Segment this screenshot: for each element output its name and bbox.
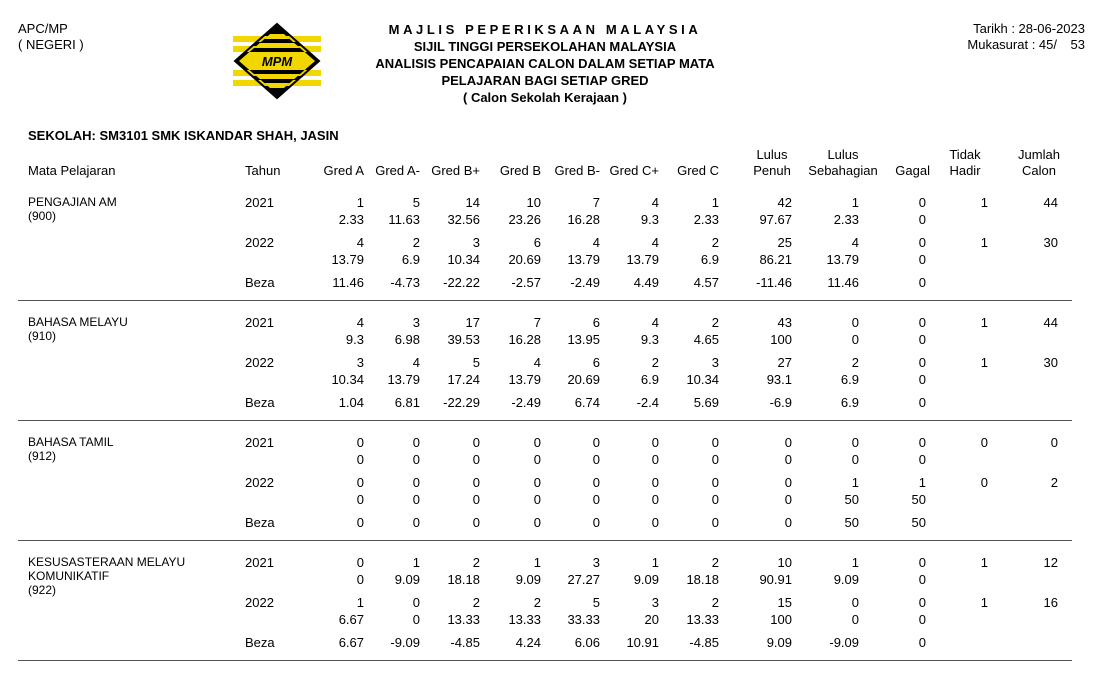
count-cell: 0: [356, 435, 364, 450]
count-cell: 4: [533, 355, 541, 370]
jumlah-calon-cell: 30: [1043, 235, 1058, 250]
mpm-logo: [233, 22, 321, 100]
jumlah-calon-cell: 0: [1050, 435, 1058, 450]
subject-name: (910): [28, 329, 57, 343]
count-cell: 10: [777, 555, 792, 570]
beza-label: Beza: [245, 515, 275, 530]
jumlah-calon-cell: 2: [1050, 475, 1058, 490]
beza-label: Beza: [245, 395, 275, 410]
beza-cell: 0: [711, 515, 719, 530]
tidak-hadir-cell: 1: [980, 315, 988, 330]
count-cell: 0: [412, 435, 420, 450]
count-cell: 0: [711, 475, 719, 490]
percent-cell: 0: [784, 492, 792, 507]
beza-cell: -9.09: [390, 635, 420, 650]
percent-cell: 10.34: [686, 372, 719, 387]
beza-cell: 0: [918, 275, 926, 290]
beza-cell: 10.91: [626, 635, 659, 650]
percent-cell: 0: [651, 492, 659, 507]
tidak-hadir-cell: 1: [980, 595, 988, 610]
school-name: SEKOLAH: SM3101 SMK ISKANDAR SHAH, JASIN: [28, 128, 339, 143]
count-cell: 0: [784, 435, 792, 450]
count-cell: 27: [777, 355, 792, 370]
col-jumlah-calon-line2: Calon: [1022, 163, 1056, 178]
count-cell: 10: [526, 195, 541, 210]
percent-cell: 97.67: [759, 212, 792, 227]
tidak-hadir-cell: 0: [980, 435, 988, 450]
percent-cell: 13.79: [387, 372, 420, 387]
percent-cell: 50: [844, 492, 859, 507]
percent-cell: 9.09: [394, 572, 420, 587]
year-label: 2021: [245, 435, 274, 450]
count-cell: 0: [472, 435, 480, 450]
report-title: [320, 21, 770, 106]
percent-cell: 6.9: [700, 252, 719, 267]
col-tidak-hadir-line1: Tidak: [949, 147, 981, 162]
tidak-hadir-cell: 1: [980, 355, 988, 370]
count-cell: 0: [651, 435, 659, 450]
percent-cell: 33.33: [567, 612, 600, 627]
percent-cell: 0: [918, 452, 926, 467]
count-cell: 3: [592, 555, 600, 570]
percent-cell: 0: [851, 332, 859, 347]
count-cell: 14: [465, 195, 480, 210]
percent-cell: 0: [412, 612, 420, 627]
count-cell: 1: [533, 555, 541, 570]
percent-cell: 9.3: [640, 212, 659, 227]
count-cell: 25: [777, 235, 792, 250]
percent-cell: 10.34: [331, 372, 364, 387]
percent-cell: 0: [412, 452, 420, 467]
col-grade: Gred C+: [609, 163, 659, 178]
col-grade: Gred A: [323, 163, 364, 178]
beza-cell: 0: [592, 515, 600, 530]
percent-cell: 11.63: [388, 212, 420, 227]
count-cell: 3: [711, 355, 719, 370]
beza-cell: 9.09: [766, 635, 792, 650]
count-cell: 4: [356, 235, 364, 250]
percent-cell: 20.69: [508, 252, 541, 267]
count-cell: 2: [533, 595, 541, 610]
beza-cell: -4.73: [390, 275, 420, 290]
date-value: 28-06-2023: [1018, 21, 1085, 36]
count-cell: 0: [784, 475, 792, 490]
count-cell: 1: [356, 595, 364, 610]
count-cell: 2: [711, 315, 719, 330]
col-grade: Gred C: [677, 163, 719, 178]
percent-cell: 0: [356, 492, 364, 507]
beza-cell: 0: [651, 515, 659, 530]
col-lulus-sebahagian-line2: Sebahagian: [808, 163, 878, 178]
count-cell: 2: [651, 355, 659, 370]
count-cell: 5: [472, 355, 480, 370]
percent-cell: 23.26: [508, 212, 541, 227]
count-cell: 4: [651, 315, 659, 330]
percent-cell: 13.79: [331, 252, 364, 267]
jumlah-calon-cell: 16: [1043, 595, 1058, 610]
beza-cell: -22.29: [443, 395, 480, 410]
count-cell: 1: [356, 195, 364, 210]
count-cell: 0: [356, 475, 364, 490]
count-cell: 2: [711, 595, 719, 610]
percent-cell: 10.34: [447, 252, 480, 267]
percent-cell: 9.3: [345, 332, 364, 347]
percent-cell: 20: [644, 612, 659, 627]
beza-cell: -2.57: [511, 275, 541, 290]
count-cell: 7: [592, 195, 600, 210]
count-cell: 1: [851, 475, 859, 490]
percent-cell: 13.79: [508, 372, 541, 387]
percent-cell: 0: [356, 452, 364, 467]
subject-name: (922): [28, 583, 57, 597]
percent-cell: 0: [918, 372, 926, 387]
percent-cell: 0: [918, 572, 926, 587]
count-cell: 0: [592, 435, 600, 450]
jumlah-calon-cell: 44: [1043, 195, 1058, 210]
count-cell: 2: [412, 235, 420, 250]
beza-cell: 0: [356, 515, 364, 530]
count-cell: 2: [472, 595, 480, 610]
count-cell: 7: [533, 315, 541, 330]
beza-cell: 6.74: [574, 395, 600, 410]
date-label: Tarikh :: [973, 21, 1015, 36]
year-label: 2022: [245, 235, 274, 250]
count-cell: 42: [777, 195, 792, 210]
percent-cell: 0: [784, 452, 792, 467]
jumlah-calon-cell: 44: [1043, 315, 1058, 330]
beza-cell: -9.09: [829, 635, 859, 650]
percent-cell: 4.65: [693, 332, 719, 347]
percent-cell: 0: [918, 212, 926, 227]
count-cell: 4: [851, 235, 859, 250]
year-label: 2022: [245, 355, 274, 370]
count-cell: 4: [356, 315, 364, 330]
beza-cell: 6.9: [840, 395, 859, 410]
col-tidak-hadir-line2: Hadir: [949, 163, 981, 178]
count-cell: 0: [918, 315, 926, 330]
percent-cell: 13.79: [567, 252, 600, 267]
count-cell: 15: [777, 595, 792, 610]
count-cell: 0: [711, 435, 719, 450]
header-right: [900, 21, 1085, 53]
col-grade: Gred B-: [554, 163, 600, 178]
beza-cell: 4.57: [693, 275, 719, 290]
col-lulus-penuh-line1: Lulus: [756, 147, 788, 162]
percent-cell: 6.9: [640, 372, 659, 387]
year-label: 2021: [245, 555, 274, 570]
beza-cell: -2.4: [636, 395, 659, 410]
beza-cell: 6.06: [574, 635, 600, 650]
percent-cell: 50: [911, 492, 926, 507]
count-cell: 4: [651, 195, 659, 210]
percent-cell: 18.18: [686, 572, 719, 587]
count-cell: 43: [777, 315, 792, 330]
logo-text: MPM: [261, 54, 293, 69]
count-cell: 1: [412, 555, 420, 570]
beza-cell: 0: [918, 395, 926, 410]
percent-cell: 2.33: [833, 212, 859, 227]
section-divider: [18, 540, 1072, 541]
section-divider: [18, 420, 1072, 421]
percent-cell: 32.56: [447, 212, 480, 227]
count-cell: 2: [711, 235, 719, 250]
percent-cell: 0: [851, 612, 859, 627]
percent-cell: 86.21: [759, 252, 792, 267]
percent-cell: 2.33: [693, 212, 719, 227]
section-divider: [18, 300, 1072, 301]
count-cell: 5: [412, 195, 420, 210]
count-cell: 6: [592, 355, 600, 370]
year-label: 2021: [245, 315, 274, 330]
count-cell: 0: [651, 475, 659, 490]
beza-cell: 1.04: [338, 395, 364, 410]
percent-cell: 9.3: [640, 332, 659, 347]
title-line-2: SIJIL TINGGI PERSEKOLAHAN MALAYSIA: [413, 39, 677, 54]
percent-cell: 0: [533, 492, 541, 507]
count-cell: 0: [918, 195, 926, 210]
percent-cell: 9.09: [633, 572, 659, 587]
beza-label: Beza: [245, 635, 275, 650]
percent-cell: 93.1: [766, 372, 792, 387]
count-cell: 1: [918, 475, 926, 490]
year-label: 2022: [245, 595, 274, 610]
col-jumlah-calon-line1: Jumlah: [1018, 147, 1060, 162]
percent-cell: 16.28: [508, 332, 541, 347]
percent-cell: 0: [356, 572, 364, 587]
beza-cell: 50: [911, 515, 926, 530]
title-line-1: MAJLIS PEPERIKSAAN MALAYSIA: [388, 22, 702, 37]
count-cell: 0: [918, 235, 926, 250]
count-cell: 0: [851, 595, 859, 610]
percent-cell: 0: [711, 492, 719, 507]
percent-cell: 13.79: [626, 252, 659, 267]
beza-cell: -22.22: [443, 275, 480, 290]
count-cell: 3: [356, 355, 364, 370]
percent-cell: 0: [851, 452, 859, 467]
count-cell: 0: [918, 555, 926, 570]
page-value: 53: [1070, 37, 1085, 52]
count-cell: 2: [851, 355, 859, 370]
col-gagal: Gagal: [895, 163, 930, 178]
count-cell: 0: [412, 475, 420, 490]
count-cell: 0: [472, 475, 480, 490]
count-cell: 4: [651, 235, 659, 250]
percent-cell: 13.33: [447, 612, 480, 627]
percent-cell: 0: [592, 452, 600, 467]
percent-cell: 6.9: [401, 252, 420, 267]
tidak-hadir-cell: 1: [980, 555, 988, 570]
percent-cell: 2.33: [338, 212, 364, 227]
percent-cell: 16.28: [567, 212, 600, 227]
count-cell: 0: [918, 355, 926, 370]
col-year: Tahun: [245, 163, 281, 178]
percent-cell: 0: [918, 612, 926, 627]
beza-cell: 0: [412, 515, 420, 530]
percent-cell: 0: [472, 492, 480, 507]
percent-cell: 13.95: [567, 332, 600, 347]
jumlah-calon-cell: 30: [1043, 355, 1058, 370]
col-lulus-sebahagian-line1: Lulus: [827, 147, 859, 162]
percent-cell: 0: [651, 452, 659, 467]
tidak-hadir-cell: 1: [980, 195, 988, 210]
report-scope: ( NEGERI ): [18, 37, 84, 52]
count-cell: 1: [711, 195, 719, 210]
col-grade: Gred A-: [375, 163, 420, 178]
col-grade: Gred B: [499, 163, 541, 178]
count-cell: 0: [356, 555, 364, 570]
count-cell: 0: [918, 595, 926, 610]
count-cell: 6: [533, 235, 541, 250]
beza-cell: -2.49: [511, 395, 541, 410]
col-grade: Gred B+: [431, 163, 480, 178]
count-cell: 6: [592, 315, 600, 330]
beza-cell: 11.46: [827, 275, 859, 290]
count-cell: 17: [465, 315, 480, 330]
report-code: APC/MP: [18, 21, 68, 36]
subject-name: (900): [28, 209, 57, 223]
count-cell: 0: [533, 475, 541, 490]
count-cell: 3: [651, 595, 659, 610]
percent-cell: 0: [711, 452, 719, 467]
percent-cell: 13.79: [826, 252, 859, 267]
percent-cell: 6.98: [394, 332, 420, 347]
section-divider: [18, 660, 1072, 661]
percent-cell: 17.24: [447, 372, 480, 387]
col-lulus-penuh-line2: Penuh: [753, 163, 791, 178]
beza-cell: -4.85: [450, 635, 480, 650]
beza-cell: 0: [533, 515, 541, 530]
count-cell: 0: [533, 435, 541, 450]
beza-cell: 4.24: [515, 635, 541, 650]
beza-cell: 0: [918, 635, 926, 650]
header-left: [18, 21, 84, 53]
count-cell: 2: [472, 555, 480, 570]
percent-cell: 9.09: [833, 572, 859, 587]
count-cell: 2: [711, 555, 719, 570]
percent-cell: 90.91: [759, 572, 792, 587]
beza-cell: 50: [844, 515, 859, 530]
count-cell: 0: [412, 595, 420, 610]
beza-cell: 0: [784, 515, 792, 530]
subject-name: BAHASA TAMIL: [28, 435, 114, 449]
count-cell: 0: [592, 475, 600, 490]
percent-cell: 27.27: [567, 572, 600, 587]
tidak-hadir-cell: 0: [980, 475, 988, 490]
beza-cell: 6.81: [394, 395, 420, 410]
beza-cell: -4.85: [689, 635, 719, 650]
beza-cell: -6.9: [769, 395, 792, 410]
tidak-hadir-cell: 1: [980, 235, 988, 250]
col-subject: Mata Pelajaran: [28, 163, 116, 178]
beza-cell: 5.69: [693, 395, 719, 410]
subject-name: (912): [28, 449, 57, 463]
percent-cell: 0: [918, 252, 926, 267]
beza-cell: -2.49: [570, 275, 600, 290]
percent-cell: 6.9: [840, 372, 859, 387]
title-line-5: ( Calon Sekolah Kerajaan ): [463, 90, 627, 105]
percent-cell: 0: [472, 452, 480, 467]
percent-cell: 13.33: [686, 612, 719, 627]
beza-cell: 0: [472, 515, 480, 530]
count-cell: 3: [472, 235, 480, 250]
subject-name: PENGAJIAN AM: [28, 195, 117, 209]
beza-cell: 4.49: [633, 275, 659, 290]
count-cell: 0: [851, 315, 859, 330]
subject-name: KESUSASTERAAN MELAYU: [28, 555, 186, 569]
percent-cell: 100: [770, 612, 792, 627]
percent-cell: 6.67: [338, 612, 364, 627]
percent-cell: 18.18: [447, 572, 480, 587]
beza-label: Beza: [245, 275, 275, 290]
jumlah-calon-cell: 12: [1043, 555, 1058, 570]
count-cell: 4: [412, 355, 420, 370]
subject-name: BAHASA MELAYU: [28, 315, 128, 329]
beza-cell: 6.67: [338, 635, 364, 650]
beza-cell: -11.46: [756, 275, 792, 290]
percent-cell: 0: [918, 332, 926, 347]
page-label: Mukasurat : 45/: [967, 37, 1057, 52]
percent-cell: 0: [412, 492, 420, 507]
percent-cell: 0: [533, 452, 541, 467]
year-label: 2022: [245, 475, 274, 490]
count-cell: 3: [412, 315, 420, 330]
title-line-4: PELAJARAN BAGI SETIAP GRED: [441, 73, 649, 88]
percent-cell: 20.69: [567, 372, 600, 387]
subject-name: KOMUNIKATIF: [28, 569, 110, 583]
percent-cell: 9.09: [515, 572, 541, 587]
beza-cell: 11.46: [332, 275, 364, 290]
count-cell: 1: [851, 555, 859, 570]
year-label: 2021: [245, 195, 274, 210]
count-cell: 4: [592, 235, 600, 250]
percent-cell: 0: [592, 492, 600, 507]
count-cell: 1: [851, 195, 859, 210]
count-cell: 1: [651, 555, 659, 570]
percent-cell: 13.33: [508, 612, 541, 627]
title-line-3: ANALISIS PENCAPAIAN CALON DALAM SETIAP MATA: [375, 56, 715, 71]
percent-cell: 100: [770, 332, 792, 347]
count-cell: 5: [592, 595, 600, 610]
percent-cell: 39.53: [447, 332, 480, 347]
count-cell: 0: [918, 435, 926, 450]
count-cell: 0: [851, 435, 859, 450]
